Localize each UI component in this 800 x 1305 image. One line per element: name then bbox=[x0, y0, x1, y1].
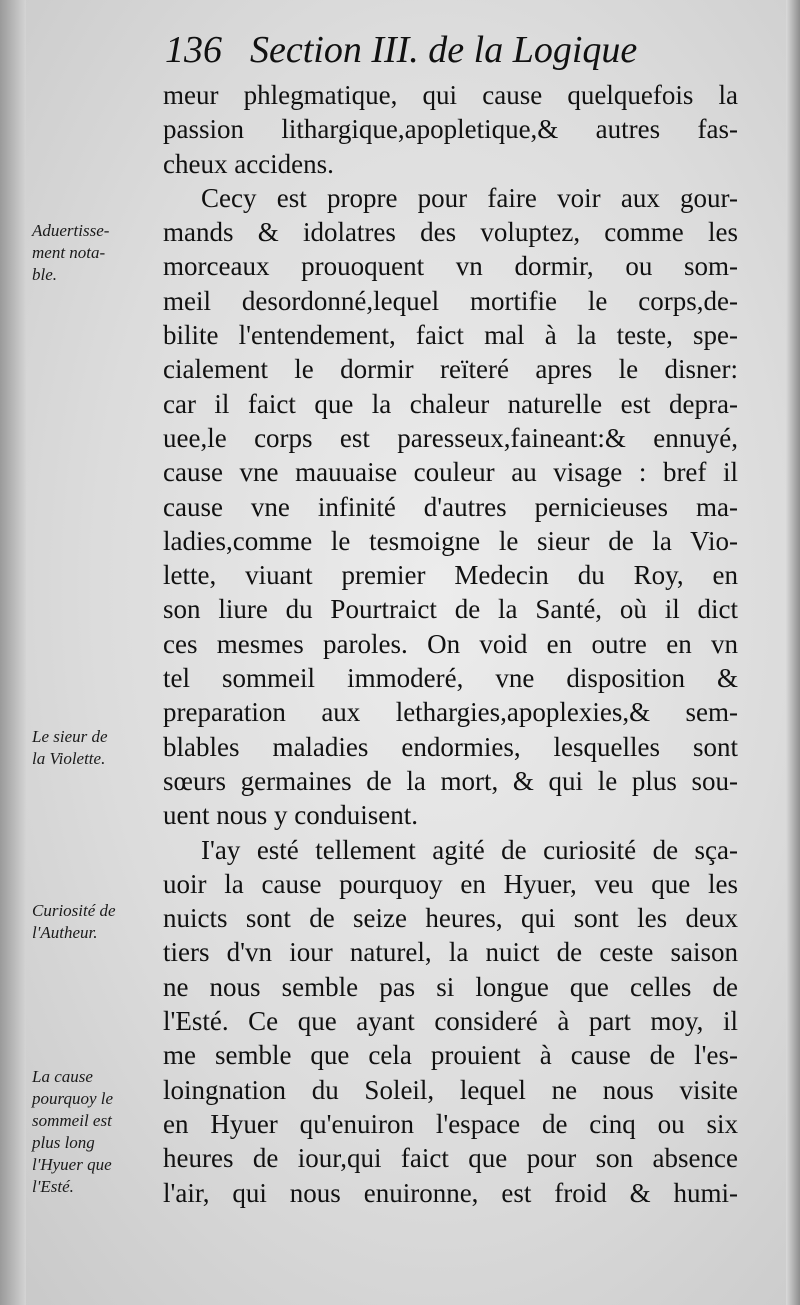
margin-note-cause bbox=[32, 1066, 157, 1198]
text-line: en Hyuer qu'enuiron l'espace de cinq ou six bbox=[163, 1108, 738, 1139]
text-line: cheux accidens. bbox=[163, 148, 334, 179]
text-line: nuicts sont de seize heures, qui sont les deux bbox=[163, 903, 738, 934]
text-line: ladies,comme le tesmoigne le sieur de la Vio- bbox=[163, 525, 738, 556]
margin-note-line: plus long bbox=[32, 1133, 95, 1152]
text-line: I'ay esté tellement agité de curiosité de sça- bbox=[201, 834, 738, 865]
page-edge bbox=[786, 0, 800, 1305]
text-line: blables maladies endormies, lesquelles sont bbox=[163, 731, 738, 762]
text-line: tiers d'vn iour naturel, la nuict de ceste saison bbox=[163, 937, 738, 968]
running-title: Section III. de la Logique bbox=[250, 29, 638, 71]
margin-note-line: La cause bbox=[32, 1067, 93, 1086]
text-line: tel sommeil immoderé, vne disposition & bbox=[163, 663, 738, 694]
text-line: Cecy est propre pour faire voir aux gour- bbox=[201, 182, 738, 213]
text-line: son liure du Pourtraict de la Santé, où il dict bbox=[163, 594, 738, 625]
margin-note-line: la Violette. bbox=[32, 749, 106, 768]
page-number: 136 bbox=[165, 29, 222, 71]
text-line: me semble que cela prouient à cause de l'es- bbox=[163, 1040, 738, 1071]
text-line: uee,le corps est paresseux,faineant:& ennuyé, bbox=[163, 422, 738, 453]
text-line: cause vne mauuaise couleur au visage : bref il bbox=[163, 457, 738, 488]
text-line: ne nous semble pas si longue que celles de bbox=[163, 971, 738, 1002]
margin-note-violette bbox=[32, 726, 157, 770]
text-line: car il faict que la chaleur naturelle est depra- bbox=[163, 388, 738, 419]
margin-note-curiosite bbox=[32, 900, 157, 944]
margin-note-line: l'Esté. bbox=[32, 1177, 74, 1196]
text-line: meur phlegmatique, qui cause quelquefois la bbox=[163, 80, 738, 110]
text-line: cause vne infinité d'autres pernicieuses ma- bbox=[163, 491, 738, 522]
margin-note-line: Aduertisse- bbox=[32, 221, 110, 240]
margin-note-line: l'Hyuer que bbox=[32, 1155, 112, 1174]
text-line: preparation aux lethargies,apoplexies,& sem- bbox=[163, 697, 738, 728]
text-line: uoir la cause pourquoy en Hyuer, veu que les bbox=[163, 868, 738, 899]
margin-note-aduertissement bbox=[32, 220, 157, 286]
text-line: lette, viuant premier Medecin du Roy, en bbox=[163, 560, 738, 591]
margin-note-line: ble. bbox=[32, 265, 58, 284]
margin-note-line: Curiosité de bbox=[32, 901, 116, 920]
text-line: l'Esté. Ce que ayant consideré à part moy, il bbox=[163, 1006, 738, 1037]
text-line: loingnation du Soleil, lequel ne nous visite bbox=[163, 1074, 738, 1105]
text-line: ces mesmes paroles. On void en outre en vn bbox=[163, 628, 738, 659]
margin-note-line: pourquoy le bbox=[32, 1089, 114, 1108]
margin-note-line: ment nota- bbox=[32, 243, 106, 262]
text-line: uent nous y conduisent. bbox=[163, 800, 418, 831]
text-line: cialement le dormir reïteré apres le disner: bbox=[163, 354, 738, 385]
text-line: meil desordonné,lequel mortifie le corps,de- bbox=[163, 285, 738, 316]
text-line: sœurs germaines de la mort, & qui le plus sou- bbox=[163, 765, 738, 796]
margin-note-line: l'Autheur. bbox=[32, 923, 98, 942]
page-gutter bbox=[0, 0, 26, 1305]
text-line: mands & idolatres des voluptez, comme les bbox=[163, 217, 738, 248]
text-line: passion lithargique,apopletique,& autres fas- bbox=[163, 114, 738, 145]
running-header bbox=[165, 28, 725, 72]
text-line: heures de iour,qui faict que pour son absence bbox=[163, 1143, 738, 1174]
margin-note-line: sommeil est bbox=[32, 1111, 112, 1130]
text-line: morceaux prouoquent vn dormir, ou som- bbox=[163, 251, 738, 282]
text-line: l'air, qui nous enuironne, est froid & humi- bbox=[163, 1177, 738, 1208]
text-line: bilite l'entendement, faict mal à la teste, spe- bbox=[163, 320, 738, 351]
margin-note-line: Le sieur de bbox=[32, 727, 108, 746]
body-text bbox=[163, 78, 738, 1210]
